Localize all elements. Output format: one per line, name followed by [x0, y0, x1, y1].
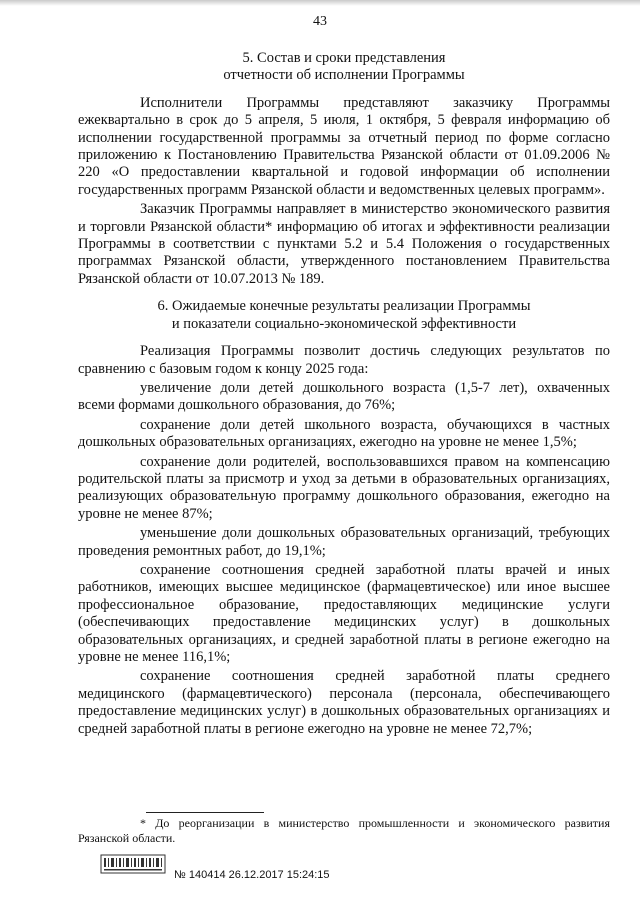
page-number: 43	[313, 14, 327, 29]
result-item-3: сохранение доли родителей, воспользовавшихся правом на компенсацию родительской платы за присмотр и уход за детьми в образовательных организациях, реализующих образовательную программу дошкольного образования, ежегодно на уровне не менее 87%;	[78, 453, 610, 522]
scan-edge	[0, 0, 640, 6]
section-6-intro: Реализация Программы позволит достичь следующих результатов по сравнению с базовым годом к концу 2025 года:	[78, 343, 610, 377]
result-item-6: сохранение соотношения средней заработной платы среднего медицинского (фармацевтического) персонала (персонала, обеспечивающего предоставление медицинских услуг) в дошкольных образовательных организациях и средней заработной платы в регионе ежегодно на уровне не менее 72,7%;	[78, 668, 610, 737]
section-6-heading-line1: 6. Ожидаемые конечные результаты реализации Программы	[157, 298, 531, 315]
result-item-2: сохранение доли детей школьного возраста, обучающихся в частных дошкольных образовательных организациях, ежегодно на уровне не менее 1,5%;	[78, 416, 610, 451]
section-6-heading	[78, 298, 610, 333]
section-5-heading-line2: отчетности об исполнении Программы	[223, 67, 465, 84]
footnote-rule	[146, 812, 264, 813]
result-item-5: сохранение соотношения средней заработной платы врачей и иных работников, имеющих высшее медицинское (фармацевтическое) или иное высшее профессиональное образование, предоставляющих медицинские услуги (обеспечивающих предоставление медицинских услуг) в дошкольных образовательных организациях, и средней заработной платы в регионе ежегодно на уровне не менее 116,1%;	[78, 561, 610, 665]
section-5-paragraph-1: Исполнители Программы представляют заказчику Программы ежеквартально в срок до 5 апреля, 5 июля, 1 октября, 5 февраля информацию об исполнении государственной программы за отчетный период по форме согласно приложению к Постановлению Правительства Рязанской области от 01.09.2006 № 220 «О предоставлении квартальной и годовой информации об исполнении государственных программ Рязанской области и ведомственных целевых программ».	[78, 94, 610, 198]
section-6-heading-line2: и показатели социально-экономической эффективности	[171, 315, 517, 332]
document-body	[78, 50, 610, 740]
result-item-4: уменьшение доли дошкольных образовательных организаций, требующих проведения ремонтных работ, до 19,1%;	[78, 525, 610, 559]
document-code: № 140414 26.12.2017 15:24:15	[174, 869, 330, 881]
section-5-heading-line1: 5. Состав и сроки представления	[242, 50, 446, 66]
result-item-1: увеличение доли детей дошкольного возраста (1,5-7 лет), охваченных всеми формами дошкольного образования, до 76%;	[78, 379, 610, 414]
section-5-paragraph-2: Заказчик Программы направляет в министерство экономического развития и торговли Рязанской области* информацию об итогах и эффективности реализации Программы в соответствии с пунктами 5.2 и 5.4 Положения о государственных программах Рязанской области, утвержденного постановлением Правительства Рязанской области от 10.07.2013 № 189.	[78, 201, 610, 287]
footnote: * До реорганизации в министерство промышленности и экономического развития Рязанской области.	[78, 816, 610, 845]
barcode-stamp	[100, 854, 166, 874]
section-5-heading	[78, 50, 610, 85]
